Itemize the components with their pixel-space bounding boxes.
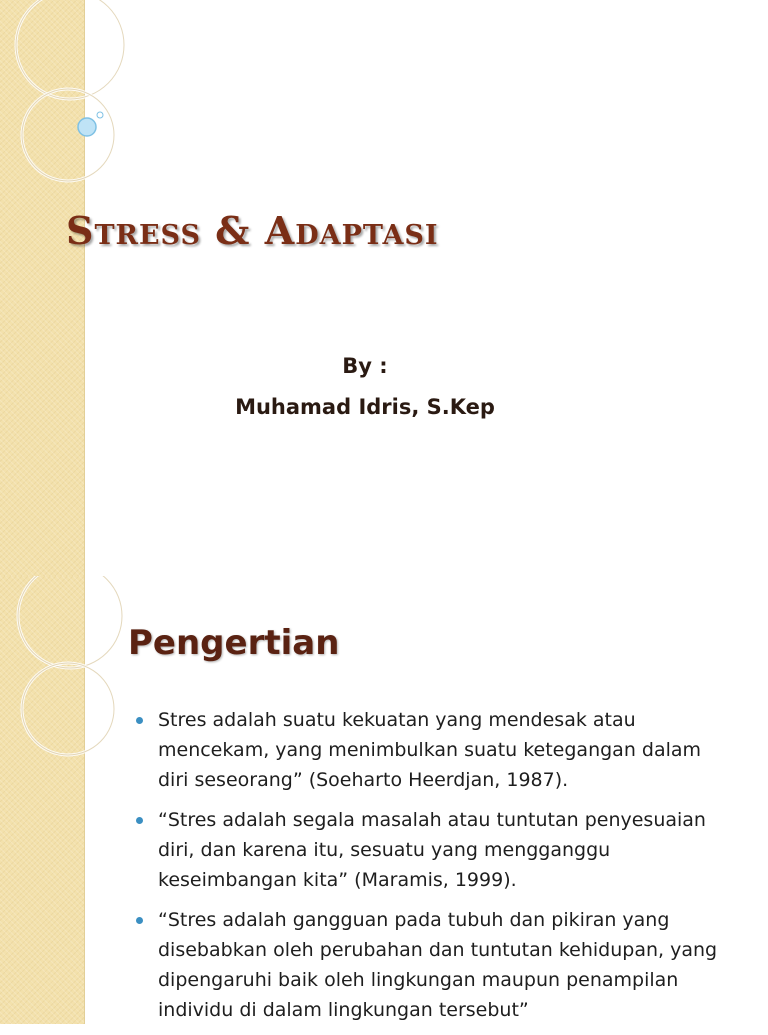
slide-title: Stress & Adaptasi [66, 208, 439, 253]
definition-list [136, 705, 736, 1035]
by-label: By : [342, 354, 388, 378]
section-heading: Pengertian [128, 623, 340, 663]
definition-text: “Stres adalah gangguan pada tubuh dan pikiran yang disebabkan oleh perubahan dan tuntutan kehidupan, yang dipengaruhi baik oleh lingkungan maupun penampilan individu di dalam lingkungan tersebut” [158, 909, 718, 1021]
bullet-icon [136, 917, 143, 924]
author-name: Muhamad Idris, S.Kep [235, 395, 495, 419]
list-item [136, 905, 736, 1025]
list-item [136, 805, 736, 895]
definition-text: Stres adalah suatu kekuatan yang mendesak atau mencekam, yang menimbulkan suatu ketegangan dalam diri seseorang” (Soeharto Heerdjan, 1987). [158, 709, 702, 791]
decorative-circles [0, 0, 140, 200]
bullet-icon [136, 817, 143, 824]
bullet-icon [136, 717, 143, 724]
definition-text: “Stres adalah segala masalah atau tuntutan penyesuaian diri, dan karena itu, sesuatu yang mengganggu keseimbangan kita” (Maramis, 1999). [158, 809, 706, 891]
decorative-circles [0, 576, 140, 776]
list-item [136, 705, 736, 795]
